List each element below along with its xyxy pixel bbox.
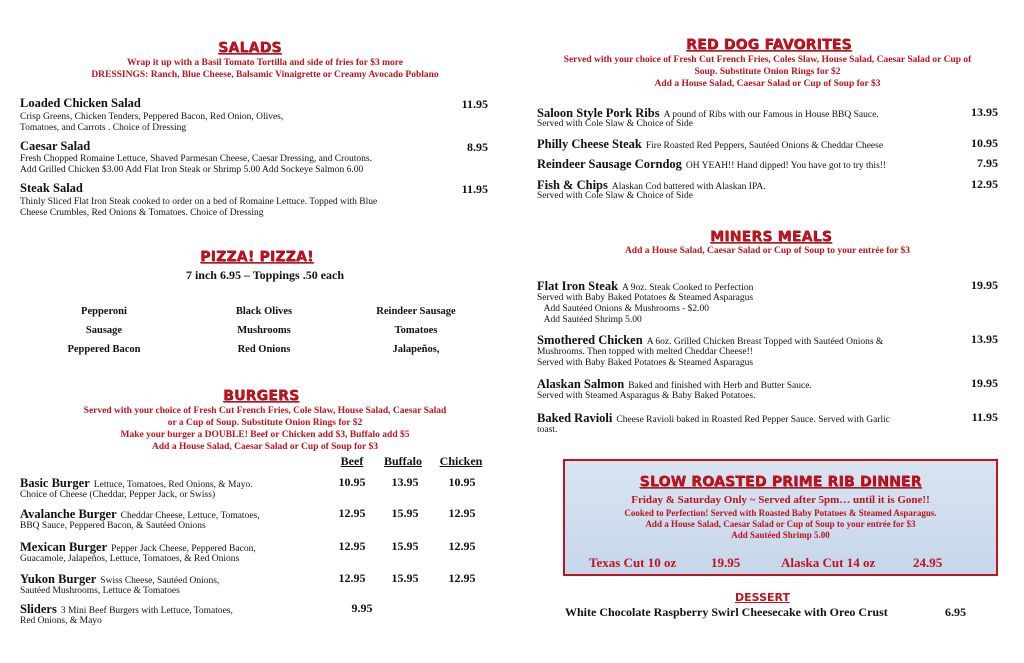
- red-dog-name: Philly Cheese Steak: [537, 137, 642, 151]
- burger-name: Avalanche Burger: [20, 507, 117, 521]
- alaska-cut-label: Alaska Cut 14 oz: [781, 555, 876, 570]
- burger-price-beef: 10.95: [338, 475, 366, 489]
- red-dog-price: 7.95: [977, 156, 998, 170]
- burger-col-header: Chicken: [439, 454, 483, 468]
- prime-rib-line3: Add a House Salad, Caesar Salad or Cup of Soup to your entrée for $3: [645, 519, 916, 529]
- salad-price: 11.95: [461, 182, 488, 196]
- miners-line: [537, 409, 890, 427]
- salads-wrap-note: Wrap it up with a Basil Tomato Tortilla and side of fries for $3 more: [126, 58, 404, 68]
- miners-desc: Served with Steamed Asparagus & Baby Baked Potatoes.: [537, 391, 756, 401]
- miners-price: 13.95: [971, 332, 998, 346]
- salad-desc: Thinly Sliced Flat Iron Steak cooked to order on a bed of Romaine Lettuce. Topped with Blue: [20, 197, 378, 207]
- miners-note: Add a House Salad, Caesar Salad or Cup of Soup to your entrée for $3: [624, 246, 911, 256]
- dessert-title: DESSERT: [735, 591, 790, 604]
- burger-price-chicken: 10.95: [448, 475, 476, 489]
- salad-desc: Add Grilled Chicken $3.00 Add Flat Iron Steak or Shrimp 5.00 Add Sockeye Salmon 6.00: [20, 165, 364, 175]
- burger-desc: Guacamole, Jalapeños, Lettuce, Tomatoes, & Red Onions: [20, 554, 240, 564]
- red-dog-desc: OH YEAH!! Hand dipped! You have got to try this!!: [685, 161, 887, 171]
- pizza-topping: Black Olives: [235, 306, 293, 317]
- red-dog-line: [537, 155, 886, 173]
- burger-name: Basic Burger: [20, 476, 90, 490]
- burger-price-buffalo: 15.95: [391, 506, 419, 520]
- red-dog-name: Reindeer Sausage Corndog: [537, 157, 682, 171]
- pizza-title: PIZZA! PIZZA!: [200, 249, 314, 265]
- pizza-topping: Jalapeños,: [392, 344, 440, 355]
- burger-name: Sliders: [20, 602, 57, 616]
- miners-price: 19.95: [971, 278, 998, 292]
- burger-price-buffalo: 15.95: [391, 539, 419, 553]
- salad-desc: Cheese Crumbles, Red Onions & Tomatoes. Choice of Dressing: [20, 208, 264, 218]
- red-dog-price: 10.95: [971, 136, 998, 150]
- prime-rib-box: [563, 459, 998, 576]
- salad-name: Steak Salad: [20, 181, 83, 195]
- burger-desc: Lettuce, Tomatoes, Red Onions, & Mayo.: [93, 480, 253, 490]
- miners-desc: A 9oz. Steak Cooked to Perfection: [622, 283, 754, 293]
- burger-desc: Swiss Cheese, Sautéed Onions,: [100, 576, 220, 586]
- burger-price-beef: 12.95: [338, 571, 366, 585]
- miners-desc: Cheese Ravioli baked in Roasted Red Pepper Sauce. Served with Garlic: [616, 415, 890, 425]
- burger-col-header: Buffalo: [383, 454, 422, 468]
- burger-desc: Sautéed Mushrooms, Lettuce & Tomatoes: [20, 586, 180, 596]
- red-dog-price: 13.95: [971, 105, 998, 119]
- red-dog-price: 12.95: [971, 177, 998, 191]
- prime-rib-line2: Cooked to Perfection! Served with Roasted Baby Potatoes & Steamed Asparagus.: [624, 508, 937, 518]
- burgers-note: Served with your choice of Fresh Cut French Fries, Cole Slaw, House Salad, Caesar Salad: [83, 406, 447, 416]
- salads-title: SALADS: [218, 40, 282, 56]
- salad-desc: Crisp Greens, Chicken Tenders, Peppered Bacon, Red Onion, Olives,: [20, 112, 284, 122]
- burger-price-beef: 9.95: [351, 601, 373, 615]
- burger-desc: Cheddar Cheese, Lettuce, Tomatoes,: [120, 511, 260, 521]
- burger-price-chicken: 12.95: [448, 539, 476, 553]
- miners-name: Flat Iron Steak: [537, 279, 619, 293]
- miners-name: Baked Ravioli: [537, 411, 613, 425]
- miners-desc: Baked and finished with Herb and Butter Sauce.: [628, 381, 812, 391]
- red-dog-desc: Fire Roasted Red Peppers, Sautéed Onions & Cheddar Cheese: [645, 141, 884, 151]
- burger-col-header: Beef: [340, 454, 364, 468]
- burger-name: Mexican Burger: [20, 540, 108, 554]
- burger-price-beef: 12.95: [338, 539, 366, 553]
- prime-rib-title: SLOW ROASTED PRIME RIB DINNER: [639, 474, 922, 490]
- red-dog-note: Served with your choice of Fresh Cut French Fries, Coles Slaw, House Salad, Caesar Salad or Cup of: [563, 55, 972, 65]
- burger-name: Yukon Burger: [20, 572, 97, 586]
- burger-price-beef: 12.95: [338, 506, 366, 520]
- pizza-subtitle: 7 inch 6.95 – Toppings .50 each: [185, 268, 345, 282]
- red-dog-desc: Alaskan Cod battered with Alaskan IPA.: [611, 182, 766, 192]
- miners-desc: toast.: [537, 425, 558, 435]
- miners-desc: Served with Baby Baked Potatoes & Steamed Asparagus: [537, 358, 754, 368]
- burger-desc: Choice of Cheese (Cheddar, Pepper Jack, or Swiss): [20, 490, 216, 500]
- red-dog-desc: Served with Cole Slaw & Choice of Side: [537, 119, 693, 129]
- salads-dressings-note: DRESSINGS: Ranch, Blue Cheese, Balsamic Vinaigrette or Creamy Avocado Poblano: [91, 70, 439, 80]
- burger-price-buffalo: 15.95: [391, 571, 419, 585]
- dessert-item: White Chocolate Raspberry Swirl Cheesecake with Oreo Crust: [565, 605, 888, 619]
- red-dog-name: Fish & Chips: [537, 178, 608, 192]
- red-dog-note: Soup. Substitute Onion Rings for $2: [694, 67, 841, 77]
- red-dog-title: RED DOG FAVORITES: [686, 37, 852, 53]
- pizza-topping: Sausage: [85, 325, 123, 336]
- miners-name: Alaskan Salmon: [537, 377, 625, 391]
- pizza-topping: Red Onions: [237, 344, 291, 355]
- miners-name: Smothered Chicken: [537, 333, 643, 347]
- burger-price-buffalo: 13.95: [391, 475, 419, 489]
- burgers-note: Add a House Salad, Caesar Salad or Cup of Soup for $3: [152, 442, 378, 452]
- burgers-title: BURGERS: [223, 388, 300, 404]
- texas-cut-label: Texas Cut 10 oz: [589, 555, 677, 570]
- red-dog-desc: A pound of Ribs with our Famous in House BBQ Sauce.: [663, 110, 879, 120]
- miners-price: 19.95: [971, 376, 998, 390]
- pizza-topping: Reindeer Sausage: [376, 306, 456, 317]
- texas-cut-price: 19.95: [711, 555, 741, 570]
- pizza-topping: Pepperoni: [81, 306, 127, 317]
- miners-title: MINERS MEALS: [710, 229, 832, 245]
- burger-desc: 3 Mini Beef Burgers with Lettuce, Tomatoes,: [60, 606, 233, 616]
- miners-desc: A 6oz. Grilled Chicken Breast Topped with Sautéed Onions &: [646, 337, 884, 347]
- miners-desc: Add Sautéed Onions & Mushrooms - $2.00: [537, 304, 710, 314]
- burgers-note: or a Cup of Soup. Substitute Onion Rings for $2: [167, 418, 363, 428]
- burger-desc: Pepper Jack Cheese, Peppered Bacon,: [111, 544, 256, 554]
- burgers-note: Make your burger a DOUBLE! Beef or Chicken add $3, Buffalo add $5: [120, 430, 410, 440]
- salad-desc: Fresh Chopped Romaine Lettuce, Shaved Parmesan Cheese, Caesar Dressing, and Croutons.: [20, 154, 372, 164]
- salad-name: Caesar Salad: [20, 139, 91, 153]
- burger-desc: Red Onions, & Mayo: [20, 616, 102, 626]
- red-dog-note: Add a House Salad, Caesar Salad or Cup of Soup for $3: [654, 79, 881, 89]
- miners-desc: Served with Baby Baked Potatoes & Steamed Asparagus: [537, 293, 754, 303]
- red-dog-line: [537, 135, 883, 153]
- burger-price-chicken: 12.95: [448, 506, 476, 520]
- prime-rib-line1: Friday & Saturday Only ~ Served after 5pm… until it is Gone!!: [631, 494, 930, 506]
- salad-price: 11.95: [461, 97, 488, 111]
- alaska-cut-price: 24.95: [913, 555, 943, 570]
- salad-name: Loaded Chicken Salad: [20, 96, 141, 110]
- burger-price-chicken: 12.95: [448, 571, 476, 585]
- salad-price: 8.95: [467, 140, 488, 154]
- red-dog-name: Saloon Style Pork Ribs: [537, 106, 660, 120]
- pizza-topping: Peppered Bacon: [67, 344, 141, 355]
- miners-desc: Mushrooms. Then topped with melted Cheddar Cheese!!: [537, 347, 753, 357]
- prime-rib-line4: Add Sautéed Shrimp 5.00: [731, 530, 830, 540]
- pizza-topping: Mushrooms: [237, 325, 291, 336]
- miners-desc: Add Sautéed Shrimp 5.00: [537, 315, 642, 325]
- salad-desc: Tomatoes, and Carrots . Choice of Dressing: [20, 123, 187, 133]
- burger-desc: BBQ Sauce, Peppered Bacon, & Sautéed Onions: [20, 521, 206, 531]
- red-dog-desc: Served with Cole Slaw & Choice of Side: [537, 191, 693, 201]
- pizza-topping: Tomatoes: [394, 325, 438, 336]
- miners-price: 11.95: [971, 410, 998, 424]
- dessert-price: 6.95: [945, 605, 966, 619]
